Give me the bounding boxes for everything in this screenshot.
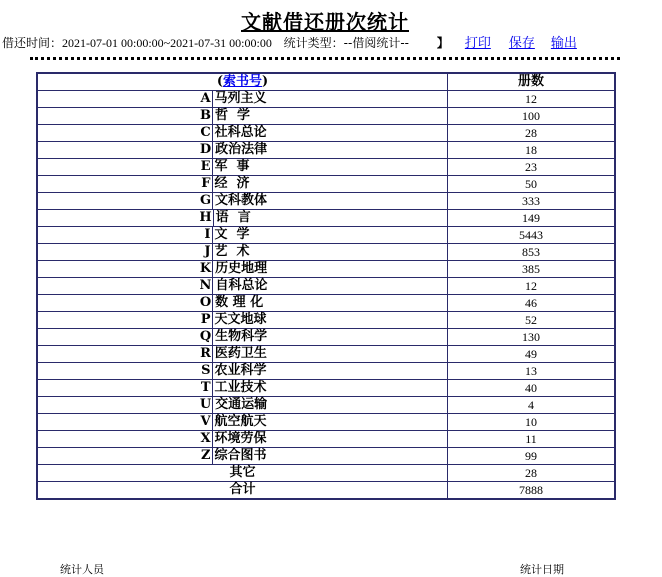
- class-cell-inner: [38, 261, 447, 277]
- class-cell-inner: [38, 176, 447, 192]
- table-row: [37, 108, 615, 125]
- class-code: J: [201, 244, 213, 260]
- class-cell: [37, 380, 448, 397]
- table-row: [37, 176, 615, 193]
- class-cell-inner: [38, 329, 447, 345]
- class-cell: [37, 261, 448, 278]
- table-row: [37, 227, 615, 244]
- total-label: 合计: [37, 482, 448, 500]
- footer-right: 统计日期: [520, 563, 564, 576]
- count-cell: 49: [448, 346, 616, 363]
- class-cell-inner: [38, 397, 447, 413]
- class-name: 天文地球: [214, 312, 267, 327]
- class-code: P: [200, 312, 211, 327]
- header-row: [37, 73, 615, 91]
- class-name: 文科教体: [215, 193, 268, 208]
- class-code: Q: [199, 329, 212, 344]
- call-number-sort-link[interactable]: 索书号: [222, 74, 262, 89]
- table-row: [37, 397, 615, 414]
- count-cell: 12: [448, 91, 616, 108]
- class-cell: [37, 346, 448, 363]
- header-paren-open: (: [216, 74, 223, 89]
- class-cell: [37, 142, 448, 159]
- count-cell: 10: [448, 414, 616, 431]
- count-cell: 50: [448, 176, 616, 193]
- class-cell-inner: [38, 125, 447, 141]
- class-cell-inner: [38, 363, 447, 379]
- count-cell: 5443: [448, 227, 616, 244]
- count-cell: 99: [448, 448, 616, 465]
- class-cell-inner: [38, 295, 447, 311]
- table-row: [37, 244, 615, 261]
- count-cell: 52: [448, 312, 616, 329]
- count-cell: 23: [448, 159, 616, 176]
- class-code: E: [200, 159, 211, 174]
- class-name: 交通运输: [215, 397, 268, 412]
- class-cell-inner: [38, 431, 447, 447]
- time-label: 借还时间：: [2, 36, 63, 50]
- class-name: 工业技术: [214, 380, 267, 395]
- class-cell: [37, 227, 448, 244]
- class-cell: [37, 278, 448, 295]
- class-cell-inner: [38, 227, 447, 243]
- class-cell-inner: [38, 91, 447, 107]
- time-range: 2021-07-01 00:00:00~2021-07-31 00:00:00: [62, 36, 272, 50]
- class-code: X: [200, 431, 211, 446]
- class-cell: [37, 431, 448, 448]
- class-cell-inner: [38, 414, 447, 430]
- table-row: [37, 193, 615, 210]
- class-name: 医药卫生: [214, 346, 267, 361]
- table-row: [37, 125, 615, 142]
- export-link[interactable]: 输出: [550, 36, 577, 51]
- class-name: 数 理 化: [215, 295, 264, 310]
- table-row: [37, 159, 615, 176]
- table-row: [37, 312, 615, 329]
- bracket-glyph: 】: [436, 36, 449, 50]
- table-row: [37, 142, 615, 159]
- class-cell: [37, 397, 448, 414]
- class-cell: [37, 244, 448, 261]
- class-cell: [37, 210, 448, 227]
- class-cell: [37, 91, 448, 108]
- class-code: H: [199, 210, 212, 225]
- count-cell: 333: [448, 193, 616, 210]
- class-cell: [37, 125, 448, 142]
- count-cell: 40: [448, 380, 616, 397]
- class-code: I: [201, 227, 213, 243]
- save-link[interactable]: 保存: [508, 36, 535, 51]
- class-cell: [37, 329, 448, 346]
- class-name: 自科总论: [215, 278, 268, 293]
- class-cell-inner: [38, 210, 447, 226]
- table-row: [37, 278, 615, 295]
- class-cell-inner: [38, 108, 447, 124]
- total-row: [37, 482, 615, 500]
- count-cell: 385: [448, 261, 616, 278]
- info-bar: [2, 32, 662, 51]
- class-code: D: [199, 142, 212, 157]
- class-name: 农业科学: [214, 363, 267, 378]
- class-cell-inner: [38, 380, 447, 396]
- class-cell: [37, 159, 448, 176]
- table-row: [37, 431, 615, 448]
- class-name: 社科总论: [214, 125, 267, 140]
- class-name: 历史地理: [215, 261, 268, 276]
- print-link[interactable]: 打印: [464, 36, 491, 51]
- count-cell: 4: [448, 397, 616, 414]
- class-cell: [37, 414, 448, 431]
- class-cell-inner: [38, 244, 447, 260]
- class-code: B: [200, 108, 211, 123]
- table-row: [37, 261, 615, 278]
- class-cell: [37, 108, 448, 125]
- count-cell: 149: [448, 210, 616, 227]
- count-cell: 130: [448, 329, 616, 346]
- type-label: 统计类型：--借阅统计--: [283, 36, 409, 50]
- class-cell: [37, 176, 448, 193]
- table-row: [37, 363, 615, 380]
- table-row: [37, 448, 615, 465]
- class-code: U: [199, 397, 212, 412]
- class-cell-inner: [38, 159, 447, 175]
- table-row: [37, 414, 615, 431]
- class-code: R: [200, 346, 211, 361]
- class-code: N: [199, 278, 212, 293]
- count-cell: 46: [448, 295, 616, 312]
- class-code: A: [200, 91, 211, 106]
- class-cell-inner: [38, 346, 447, 362]
- class-cell: [37, 448, 448, 465]
- header-count: 册数: [448, 73, 616, 91]
- class-cell-inner: [38, 193, 447, 209]
- class-cell: [37, 295, 448, 312]
- class-cell: [37, 312, 448, 329]
- footer-left: 统计人员: [60, 563, 104, 576]
- count-cell: 13: [448, 363, 616, 380]
- class-code: K: [199, 261, 212, 276]
- class-name: 政治法律: [215, 142, 268, 157]
- count-cell: 28: [448, 125, 616, 142]
- class-name: 环境劳保: [214, 431, 267, 446]
- class-name: 文 学: [214, 227, 250, 242]
- class-code: G: [199, 193, 212, 208]
- table-body: [37, 91, 615, 465]
- table-row: [37, 210, 615, 227]
- table-row: [37, 91, 615, 108]
- class-cell-inner: [38, 142, 447, 158]
- other-count: 28: [448, 465, 616, 482]
- class-cell: [37, 193, 448, 210]
- class-cell-inner: [38, 278, 447, 294]
- dotted-divider: [30, 57, 620, 60]
- class-name: 航空航天: [214, 414, 267, 429]
- class-cell: [37, 363, 448, 380]
- table-row: [37, 380, 615, 397]
- header-paren-close: ): [262, 74, 269, 89]
- class-name: 综合图书: [214, 448, 267, 463]
- class-code: V: [200, 414, 211, 429]
- class-cell-inner: [38, 448, 447, 464]
- class-name: 经 济: [214, 176, 250, 191]
- class-code: Z: [201, 448, 211, 463]
- table-row: [37, 295, 615, 312]
- class-code: C: [200, 125, 211, 140]
- header-class: [37, 73, 448, 91]
- class-name: 马列主义: [214, 91, 267, 106]
- table-row: [37, 346, 615, 363]
- count-cell: 100: [448, 108, 616, 125]
- total-count: 7888: [448, 482, 616, 500]
- count-cell: 11: [448, 431, 616, 448]
- other-label: 其它: [37, 465, 448, 482]
- class-code: O: [199, 295, 212, 310]
- class-name: 哲 学: [215, 108, 251, 123]
- class-name: 语 言: [215, 210, 251, 225]
- class-cell-inner: [38, 312, 447, 328]
- class-name: 生物科学: [215, 329, 268, 344]
- other-row: [37, 465, 615, 482]
- page-title: 文献借还册次统计: [241, 10, 409, 34]
- count-cell: 12: [448, 278, 616, 295]
- class-name: 军 事: [214, 159, 250, 174]
- class-name: 艺 术: [214, 244, 250, 259]
- class-code: F: [201, 176, 211, 191]
- class-code: T: [200, 380, 211, 395]
- count-cell: 853: [448, 244, 616, 261]
- count-cell: 18: [448, 142, 616, 159]
- class-code: S: [201, 363, 211, 378]
- table-row: [37, 329, 615, 346]
- stats-table: [36, 72, 616, 500]
